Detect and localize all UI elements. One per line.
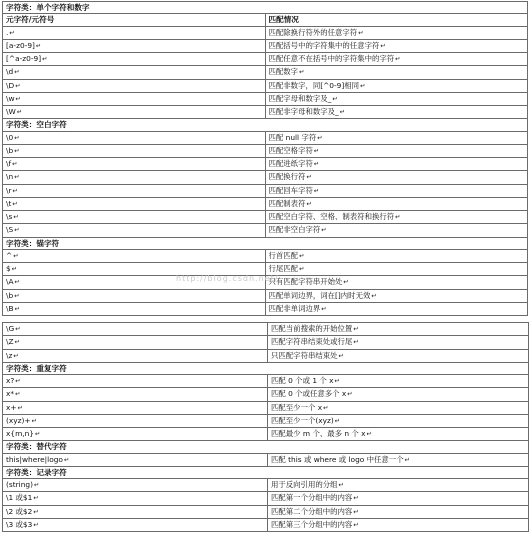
table-row	[3, 518, 529, 531]
section-title-text: 字符类：记录字符	[6, 467, 67, 477]
symbol-cell-text: .	[6, 27, 9, 37]
section-title-text: 字符类：重复字符	[6, 363, 67, 373]
column-header-symbol	[3, 14, 266, 26]
paragraph-mark-icon: ↵	[14, 133, 20, 142]
symbol-cell	[3, 401, 268, 414]
paragraph-mark-icon: ↵	[12, 199, 18, 208]
match-cell-text: 匹配第二个分组中的内容	[271, 506, 353, 516]
paragraph-mark-icon: ↵	[338, 481, 344, 489]
match-cell-text: 匹配 null 字符	[268, 132, 317, 142]
paragraph-mark-icon: ↵	[395, 213, 401, 221]
match-cell-text: 匹配第一个分组中的内容	[271, 493, 353, 503]
paragraph-mark-icon: ↵	[14, 146, 20, 155]
regex-table	[2, 322, 529, 532]
symbol-cell	[3, 211, 266, 224]
symbol-cell	[3, 302, 266, 315]
match-cell	[265, 106, 528, 119]
symbol-cell-text: x{m,n}	[6, 429, 35, 438]
paragraph-mark-icon: ↵	[14, 68, 20, 77]
symbol-cell	[3, 492, 268, 505]
match-cell-text: 匹配至少一个(xyz)	[271, 415, 334, 425]
match-cell	[265, 131, 528, 144]
regex-table	[2, 1, 528, 316]
paragraph-mark-icon: ↵	[33, 520, 39, 529]
table-row	[3, 349, 529, 362]
match-cell	[265, 263, 528, 276]
table-row	[3, 39, 528, 52]
paragraph-mark-icon: ↵	[353, 338, 359, 347]
match-cell-text: 匹配最少 m 个、最多 n 个 x	[271, 429, 366, 438]
symbol-cell-text: [a-z0-9]	[6, 40, 35, 50]
paragraph-mark-icon: ↵	[63, 455, 70, 464]
section-title-row	[3, 237, 528, 249]
table-row	[3, 276, 528, 289]
symbol-cell-text: \W	[6, 107, 16, 116]
match-cell	[268, 479, 529, 492]
symbol-cell	[3, 375, 268, 388]
match-cell	[268, 349, 529, 362]
paragraph-mark-icon: ↵	[404, 455, 411, 464]
table-row	[3, 79, 528, 92]
paragraph-mark-icon: ↵	[299, 251, 305, 260]
symbol-cell-text: x*	[6, 389, 15, 399]
table-row	[3, 505, 529, 518]
table-row	[3, 53, 528, 66]
match-cell	[265, 158, 528, 171]
paragraph-mark-icon: ↵	[33, 507, 39, 516]
symbol-cell	[3, 505, 268, 518]
match-cell-text: 匹配括号中的字符集中的任意字符	[268, 40, 380, 50]
paragraph-mark-icon: ↵	[334, 377, 340, 385]
paragraph-mark-icon: ↵	[395, 55, 401, 63]
match-cell-text: 匹配任意不在括号中的字符集中的字符	[268, 54, 395, 63]
paragraph-mark-icon: ↵	[380, 41, 386, 50]
match-cell	[268, 401, 529, 414]
symbol-cell-text: [^a-z0-9]	[6, 54, 42, 63]
section-title	[3, 119, 528, 131]
paragraph-mark-icon: ↵	[33, 481, 40, 489]
match-cell	[265, 144, 528, 157]
section-title-row	[3, 362, 529, 374]
paragraph-mark-icon: ↵	[11, 265, 18, 273]
section-title-row	[3, 466, 529, 478]
paragraph-mark-icon: ↵	[15, 94, 21, 103]
table-row	[3, 211, 528, 224]
table-row	[3, 224, 528, 237]
paragraph-mark-icon: ↵	[12, 160, 18, 168]
symbol-cell-text: \w	[6, 93, 15, 103]
symbol-cell	[3, 414, 268, 427]
table-row	[3, 66, 528, 79]
section-title-text: 字符类：替代字符	[6, 442, 67, 452]
paragraph-mark-icon: ↵	[15, 377, 21, 385]
paragraph-mark-icon: ↵	[313, 160, 320, 168]
watermark-text: http://blog.csdn.net/	[176, 274, 279, 283]
match-cell-text: 匹配非数字，同[^0-9]相同	[268, 80, 360, 90]
match-cell-text: 匹配制表符	[268, 198, 306, 208]
section-title	[3, 2, 528, 14]
match-cell-text: 匹配空格字符	[268, 145, 313, 155]
match-cell	[265, 184, 528, 197]
paragraph-mark-icon: ↵	[13, 213, 19, 221]
match-cell	[265, 79, 528, 92]
symbol-cell-text: $	[6, 264, 11, 273]
match-cell-text: 匹配除换行符外的任意字符	[268, 27, 358, 37]
column-header-symbol-text: 元字符/元符号	[6, 15, 55, 25]
symbol-cell	[3, 66, 266, 79]
match-cell	[265, 249, 528, 262]
symbol-cell-text: \B	[6, 303, 14, 313]
table-row	[3, 171, 528, 184]
symbol-cell-text: x?	[6, 376, 15, 385]
symbol-cell	[3, 26, 266, 39]
paragraph-mark-icon: ↵	[35, 41, 42, 50]
section-title-text: 字符类：单个字符和数字	[6, 3, 90, 12]
symbol-cell-text: x+	[6, 402, 17, 412]
match-cell-text: 只有匹配字符串开始处	[268, 277, 343, 287]
symbol-cell-text: \n	[6, 172, 14, 182]
paragraph-mark-icon: ↵	[313, 146, 320, 155]
section-title	[3, 237, 528, 249]
table-row	[3, 249, 528, 262]
symbol-cell-text: (string)	[6, 480, 33, 489]
paragraph-mark-icon: ↵	[339, 108, 346, 116]
match-cell	[265, 39, 528, 52]
match-cell-text: 匹配回车字符	[268, 185, 313, 195]
match-cell-text: 匹配字母和数字及_	[268, 93, 332, 103]
table-row	[3, 401, 529, 414]
symbol-cell	[3, 336, 268, 349]
symbol-cell-text: \2 或$2	[6, 506, 33, 516]
section-title-text: 字符类：空白字符	[6, 120, 67, 130]
table-row	[3, 414, 529, 427]
paragraph-mark-icon: ↵	[313, 186, 320, 195]
section-title-row	[3, 2, 528, 14]
match-cell-text: 匹配 0 个或 1 个 x	[271, 376, 334, 385]
symbol-cell	[3, 106, 266, 119]
match-cell	[265, 276, 528, 289]
paragraph-mark-icon: ↵	[353, 494, 359, 503]
symbol-cell-text: \d	[6, 67, 14, 77]
table-row	[3, 428, 529, 441]
paragraph-mark-icon: ↵	[17, 403, 24, 412]
match-cell-text: 匹配进纸字符	[268, 159, 313, 168]
match-cell	[268, 492, 529, 505]
symbol-cell	[3, 263, 266, 276]
symbol-cell-text: \1 或$1	[6, 493, 33, 503]
table-row	[3, 26, 528, 39]
symbol-cell	[3, 453, 268, 466]
paragraph-mark-icon: ↵	[323, 403, 329, 412]
section-title	[3, 466, 529, 478]
symbol-cell-text: \b	[6, 290, 14, 300]
match-cell	[268, 414, 529, 427]
match-cell-text: 匹配非字母和数字及_	[268, 107, 339, 116]
paragraph-mark-icon: ↵	[14, 291, 20, 300]
match-cell-text: 匹配第三个分组中的内容	[271, 519, 353, 529]
paragraph-mark-icon: ↵	[33, 494, 39, 503]
match-cell-text: 用于反向引用的分组	[271, 480, 338, 489]
paragraph-mark-icon: ↵	[14, 226, 20, 235]
match-cell	[268, 388, 529, 401]
match-cell-text: 行首匹配	[268, 250, 299, 260]
match-cell-text: 匹配非空白字符	[268, 225, 321, 235]
match-cell	[265, 66, 528, 79]
match-cell	[268, 375, 529, 388]
paragraph-mark-icon: ↵	[42, 55, 48, 63]
symbol-cell	[3, 197, 266, 210]
match-cell	[268, 428, 529, 441]
symbol-cell-text: \3 或$3	[6, 519, 33, 529]
match-cell	[265, 171, 528, 184]
column-header-match	[265, 14, 528, 26]
symbol-cell-text: \D	[6, 80, 15, 90]
section-title-row	[3, 119, 528, 131]
symbol-cell-text: \0	[6, 132, 14, 142]
paragraph-mark-icon: ↵	[306, 173, 312, 182]
paragraph-mark-icon: ↵	[358, 28, 364, 37]
match-cell	[268, 518, 529, 531]
paragraph-mark-icon: ↵	[15, 325, 21, 333]
symbol-cell-text: \Z	[6, 337, 14, 347]
table-row	[3, 492, 529, 505]
column-header-row	[3, 14, 528, 26]
match-cell-text: 行尾匹配	[268, 264, 299, 273]
column-header-match-text: 匹配情况	[268, 15, 299, 25]
paragraph-mark-icon: ↵	[360, 81, 366, 90]
table-row	[3, 453, 529, 466]
match-cell-text: 匹配字符串结束处或行尾	[271, 337, 353, 347]
match-cell	[265, 53, 528, 66]
match-cell	[265, 224, 528, 237]
match-cell-text: 只匹配字符串结束处	[271, 350, 338, 360]
symbol-cell	[3, 428, 268, 441]
match-cell-text: 匹配当前搜索的开始位置	[271, 324, 353, 333]
paragraph-mark-icon: ↵	[321, 226, 327, 235]
paragraph-mark-icon: ↵	[347, 390, 353, 399]
table-row	[3, 263, 528, 276]
paragraph-mark-icon: ↵	[334, 416, 341, 425]
match-cell	[268, 323, 529, 336]
table-row	[3, 197, 528, 210]
match-cell-text: 匹配数字	[268, 67, 299, 77]
paragraph-mark-icon: ↵	[31, 416, 38, 425]
symbol-cell	[3, 131, 266, 144]
symbol-cell-text: \b	[6, 145, 14, 155]
symbol-cell-text: \G	[6, 324, 15, 333]
table-row	[3, 388, 529, 401]
symbol-cell	[3, 184, 266, 197]
symbol-cell-text: \S	[6, 225, 14, 235]
paragraph-mark-icon: ↵	[15, 390, 21, 399]
symbol-cell	[3, 388, 268, 401]
paragraph-mark-icon: ↵	[299, 265, 305, 273]
symbol-cell	[3, 53, 266, 66]
match-cell-text: 匹配换行符	[268, 172, 306, 182]
symbol-cell	[3, 518, 268, 531]
symbol-cell-text: \A	[6, 277, 14, 287]
paragraph-mark-icon: ↵	[13, 351, 19, 360]
symbol-cell-text: \r	[6, 185, 12, 195]
symbol-cell	[3, 349, 268, 362]
table-row	[3, 131, 528, 144]
paragraph-mark-icon: ↵	[332, 94, 338, 103]
symbol-cell-text: ^	[6, 250, 13, 260]
symbol-cell	[3, 289, 266, 302]
match-cell-text: 匹配 0 个或任意多个 x	[271, 389, 347, 399]
match-cell-text: 匹配 this 或 where 或 logo 中任意一个	[271, 454, 404, 464]
paragraph-mark-icon: ↵	[14, 173, 20, 182]
table-row	[3, 144, 528, 157]
symbol-cell	[3, 171, 266, 184]
table-row	[3, 106, 528, 119]
paragraph-mark-icon: ↵	[299, 68, 305, 77]
table-row	[3, 158, 528, 171]
section-title	[3, 362, 529, 374]
symbol-cell	[3, 158, 266, 171]
paragraph-mark-icon: ↵	[366, 430, 372, 438]
paragraph-mark-icon: ↵	[353, 507, 359, 516]
paragraph-mark-icon: ↵	[343, 278, 349, 287]
match-cell-text: 匹配非单词边界	[268, 303, 321, 313]
match-cell	[268, 453, 529, 466]
table-row	[3, 336, 529, 349]
match-cell-text: 匹配空白字符、空格、制表符和换行符	[268, 212, 395, 221]
symbol-cell	[3, 144, 266, 157]
section-title-row	[3, 441, 529, 453]
match-cell	[265, 289, 528, 302]
paragraph-mark-icon: ↵	[353, 520, 359, 529]
section-title-text: 字符类：锚字符	[6, 238, 60, 248]
paragraph-mark-icon: ↵	[13, 251, 19, 260]
table-row	[3, 302, 528, 315]
table-row	[3, 323, 529, 336]
match-cell	[268, 336, 529, 349]
symbol-cell	[3, 224, 266, 237]
symbol-cell	[3, 479, 268, 492]
symbol-cell	[3, 92, 266, 105]
symbol-cell	[3, 39, 266, 52]
paragraph-mark-icon: ↵	[15, 81, 21, 90]
symbol-cell-text: \f	[6, 159, 12, 168]
table-row	[3, 375, 529, 388]
table-row	[3, 479, 529, 492]
match-cell	[265, 211, 528, 224]
symbol-cell	[3, 276, 266, 289]
table-row	[3, 92, 528, 105]
paragraph-mark-icon: ↵	[12, 186, 18, 195]
paragraph-mark-icon: ↵	[353, 325, 359, 333]
match-cell	[268, 505, 529, 518]
table-row	[3, 184, 528, 197]
paragraph-mark-icon: ↵	[9, 28, 15, 37]
symbol-cell-text: \s	[6, 212, 13, 221]
match-cell	[265, 197, 528, 210]
paragraph-mark-icon: ↵	[14, 278, 20, 287]
symbol-cell-text: (xyz)+	[6, 415, 31, 425]
paragraph-mark-icon: ↵	[35, 430, 41, 438]
symbol-cell	[3, 249, 266, 262]
regex-reference-sheet	[2, 1, 528, 532]
symbol-cell-text: \t	[6, 198, 12, 208]
symbol-cell-text: this|where|logo	[6, 454, 63, 464]
match-cell-text: 匹配单词边界，词在[]内时无效	[268, 290, 371, 300]
match-cell	[265, 92, 528, 105]
match-cell	[265, 26, 528, 39]
paragraph-mark-icon: ↵	[321, 304, 327, 313]
symbol-cell	[3, 323, 268, 336]
match-cell-text: 匹配至少一个 x	[271, 402, 323, 412]
paragraph-mark-icon: ↵	[306, 199, 312, 208]
paragraph-mark-icon: ↵	[14, 338, 21, 347]
section-title	[3, 441, 529, 453]
symbol-cell	[3, 79, 266, 92]
match-cell	[265, 302, 528, 315]
paragraph-mark-icon: ↵	[14, 304, 21, 313]
table-row	[3, 289, 528, 302]
paragraph-mark-icon: ↵	[338, 351, 344, 360]
paragraph-mark-icon: ↵	[16, 108, 23, 116]
symbol-cell-text: \z	[6, 350, 13, 360]
paragraph-mark-icon: ↵	[317, 133, 323, 142]
paragraph-mark-icon: ↵	[371, 291, 377, 300]
